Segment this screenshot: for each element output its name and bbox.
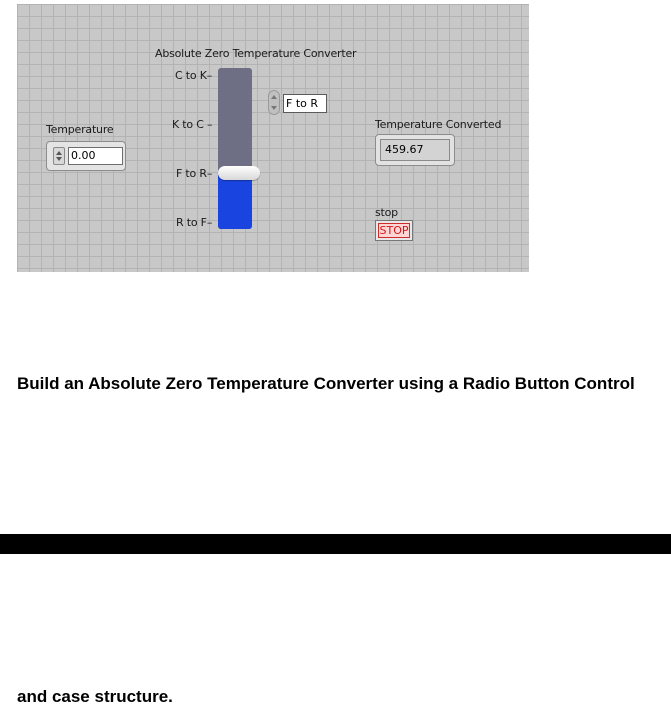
stop-button[interactable]: [375, 220, 413, 241]
temperature-label: Temperature: [46, 123, 114, 136]
slider-title: Absolute Zero Temperature Converter: [155, 47, 357, 60]
temperature-spinner[interactable]: [53, 147, 65, 165]
stop-label: stop: [375, 206, 398, 219]
slider-tick-r-to-f: R to F–: [176, 216, 213, 229]
slider-tick-f-to-r: F to R–: [176, 167, 213, 180]
arrow-down-icon: [56, 157, 62, 161]
arrow-up-icon: [271, 95, 277, 99]
instruction-text-continued: and case structure.: [17, 687, 173, 706]
slider-tick-c-to-k: C to K–: [175, 69, 213, 82]
temperature-converted-value: 459.67: [380, 139, 450, 161]
temperature-input[interactable]: 0.00: [68, 147, 123, 165]
temperature-control: [46, 141, 126, 171]
slider-tick-k-to-c: K to C –: [172, 118, 213, 131]
slider-thumb[interactable]: [218, 166, 260, 180]
temperature-converted-indicator: [375, 134, 455, 166]
arrow-down-icon: [271, 106, 277, 110]
stop-button-text: STOP: [379, 224, 409, 237]
ring-increment-decrement[interactable]: [268, 90, 280, 115]
arrow-up-icon: [56, 151, 62, 155]
ring-control-value[interactable]: F to R: [283, 94, 327, 113]
front-panel: [17, 4, 529, 272]
slider-fill: [218, 174, 252, 229]
instruction-text: Build an Absolute Zero Temperature Converter using a Radio Button Control: [17, 374, 635, 393]
divider-bar: [0, 534, 671, 554]
temperature-converted-label: Temperature Converted: [375, 118, 502, 131]
